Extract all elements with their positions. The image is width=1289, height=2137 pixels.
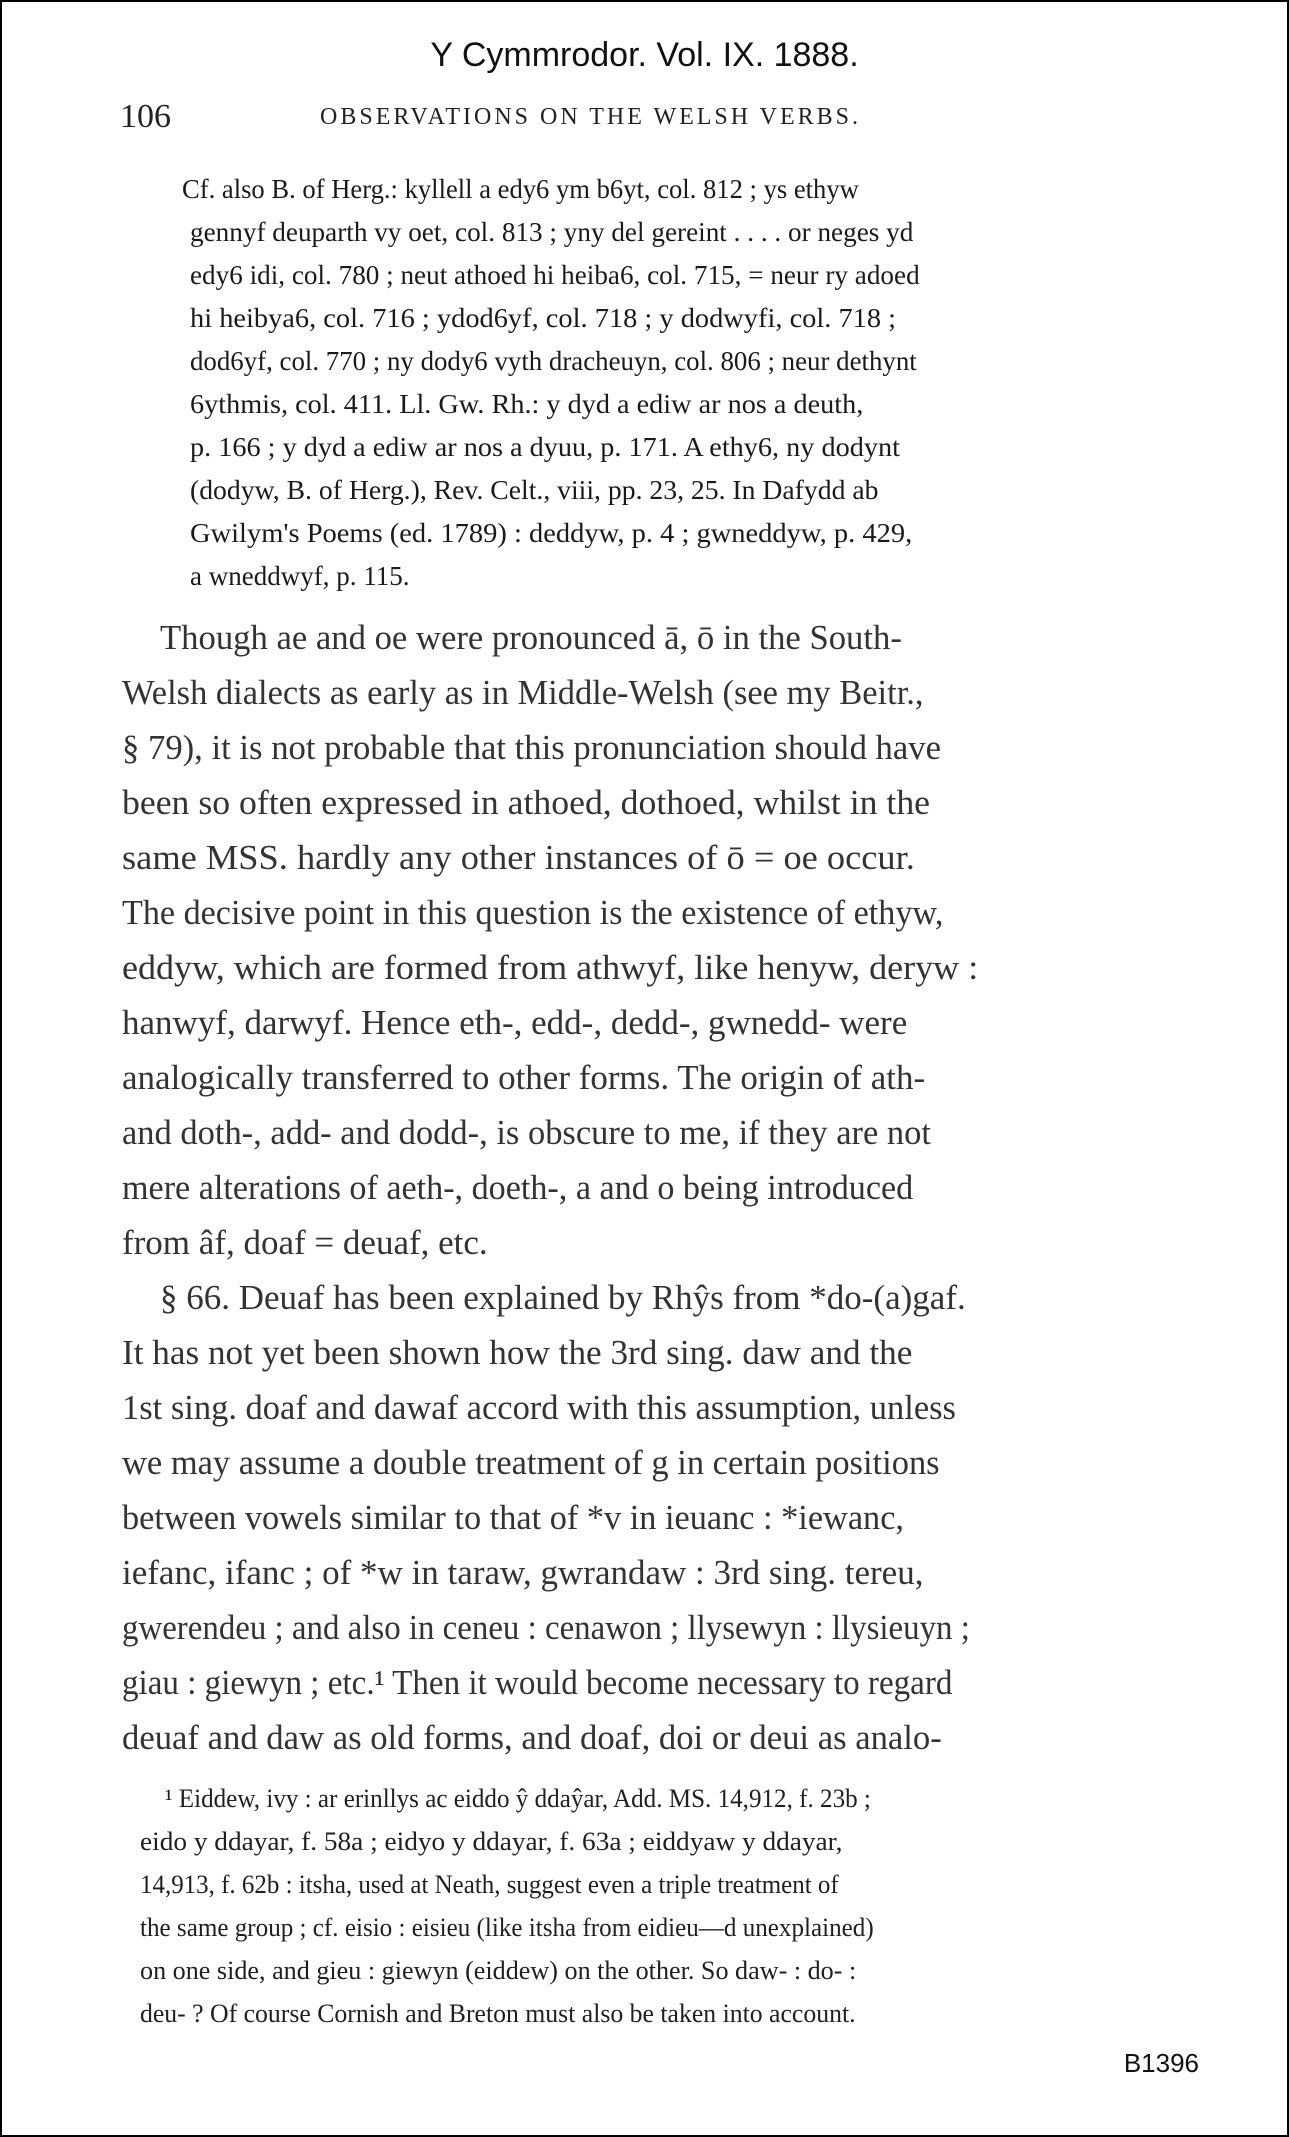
- body-line: deuaf and daw as old forms, and doaf, doi or deui as analo-: [122, 1718, 942, 1757]
- body-line: and doth-, add- and dodd-, is obscure to me, if they are not: [122, 1113, 931, 1152]
- journal-citation: Y Cymmrodor. Vol. IX. 1888.: [430, 36, 859, 74]
- body-line: hanwyf, darwyf. Hence eth-, edd-, dedd-, gwnedd- were: [122, 1003, 908, 1042]
- quote-line: dod6yf, col. 770 ; ny dody6 vyth dracheuyn, col. 806 ; neur dethynt: [190, 346, 917, 376]
- body-line: Though ae and oe were pronounced ā, ō in the South-: [160, 618, 902, 657]
- quote-line: 6ythmis, col. 411. Ll. Gw. Rh.: y dyd a ediw ar nos a deuth,: [190, 389, 864, 419]
- footnote-line: on one side, and gieu : giewyn (eiddew) on the other. So daw- : do- :: [140, 1956, 857, 1985]
- body-line: eddyw, which are formed from athwyf, like henyw, deryw :: [122, 948, 979, 987]
- body-line: The decisive point in this question is the existence of ethyw,: [122, 893, 944, 932]
- body-line: been so often expressed in athoed, dothoed, whilst in the: [122, 783, 931, 822]
- quote-line: Gwilym's Poems (ed. 1789) : deddyw, p. 4 ; gwneddyw, p. 429,: [190, 518, 913, 548]
- body-line: we may assume a double treatment of g in certain positions: [122, 1443, 940, 1482]
- quote-line: hi heibya6, col. 716 ; ydod6yf, col. 718 ; y dodwyfi, col. 718 ;: [190, 303, 897, 333]
- page-number: 106: [120, 98, 171, 135]
- body-line: iefanc, ifanc ; of *w in taraw, gwrandaw : 3rd sing. tereu,: [122, 1553, 924, 1592]
- body-line: § 66. Deuaf has been explained by Rhŷs from *do-(a)gaf.: [160, 1278, 966, 1317]
- body-line: analogically transferred to other forms. The origin of ath-: [122, 1058, 926, 1097]
- quote-line: p. 166 ; y dyd a ediw ar nos a dyuu, p. 171. A ethy6, ny dodynt: [190, 432, 900, 462]
- footnote-line: eido y ddayar, f. 58a ; eidyo y ddayar, f. 63a ; eiddyaw y ddayar,: [140, 1827, 843, 1856]
- footnote-line: ¹ Eiddew, ivy : ar erinllys ac eiddo ŷ ddaŷar, Add. MS. 14,912, f. 23b ;: [165, 1784, 871, 1813]
- running-title: OBSERVATIONS ON THE WELSH VERBS.: [320, 104, 862, 130]
- body-line: from âf, doaf = deuaf, etc.: [122, 1223, 488, 1262]
- body-line: giau : giewyn ; etc.¹ Then it would become necessary to regard: [122, 1663, 953, 1702]
- body-line: Welsh dialects as early as in Middle-Welsh (see my Beitr.,: [122, 673, 924, 712]
- quote-line: gennyf deuparth vy oet, col. 813 ; yny del gereint . . . . or neges yd: [190, 217, 914, 247]
- quote-line: a wneddwyf, p. 115.: [190, 561, 410, 591]
- quote-line: Cf. also B. of Herg.: kyllell a edy6 ym b6yt, col. 812 ; ys ethyw: [182, 174, 859, 204]
- footnote-line: deu- ? Of course Cornish and Breton must also be taken into account.: [140, 1999, 856, 2028]
- body-line: gwerendeu ; and also in ceneu : cenawon ; llysewyn : llysieuyn ;: [122, 1608, 970, 1647]
- body-line: mere alterations of aeth-, doeth-, a and o being introduced: [122, 1168, 914, 1207]
- quote-line: edy6 idi, col. 780 ; neut athoed hi heiba6, col. 715, = neur ry adoed: [190, 260, 920, 290]
- footnote-line: 14,913, f. 62b : itsha, used at Neath, suggest even a triple treatment of: [140, 1870, 839, 1899]
- shelf-mark: B1396: [1123, 2048, 1199, 2078]
- body-line: § 79), it is not probable that this pronunciation should have: [122, 728, 941, 767]
- footnote-line: the same group ; cf. eisio : eisieu (like itsha from eidieu—d unexplained): [140, 1913, 874, 1942]
- quote-line: (dodyw, B. of Herg.), Rev. Celt., viii, pp. 23, 25. In Dafydd ab: [190, 475, 879, 505]
- body-line: It has not yet been shown how the 3rd sing. daw and the: [122, 1333, 913, 1372]
- body-line: between vowels similar to that of *v in ieuanc : *iewanc,: [122, 1498, 905, 1537]
- body-line: same MSS. hardly any other instances of ō = oe occur.: [122, 838, 915, 877]
- body-line: 1st sing. doaf and dawaf accord with this assumption, unless: [122, 1388, 956, 1427]
